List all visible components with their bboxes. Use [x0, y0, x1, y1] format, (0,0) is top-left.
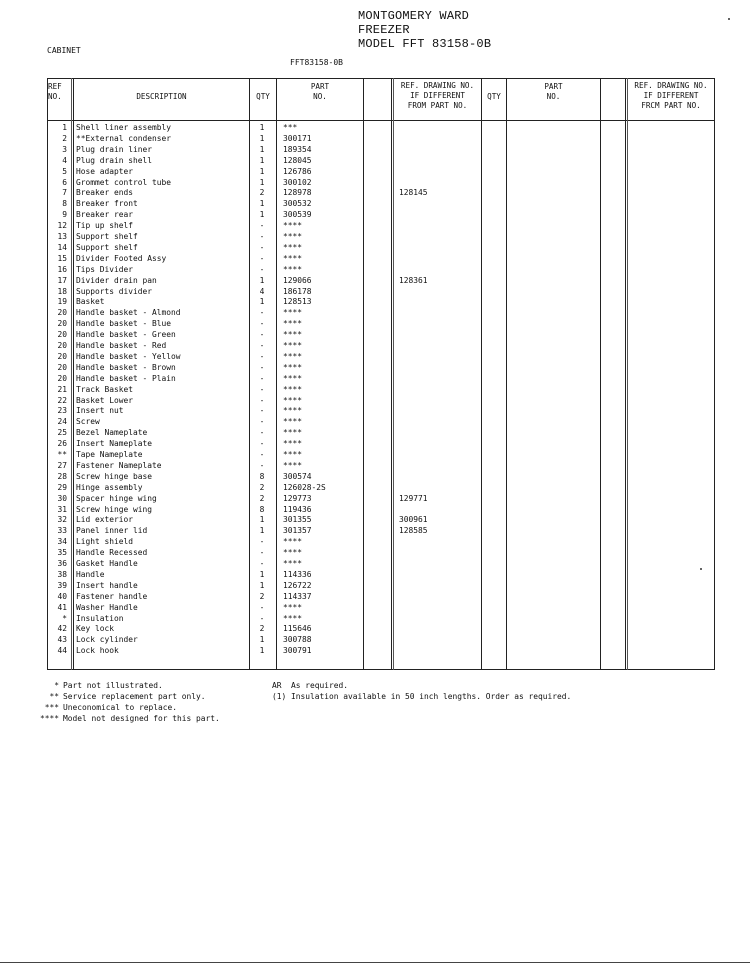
row-drawing-no: 128585: [399, 526, 428, 536]
row-description: Screw hinge wing: [76, 504, 153, 514]
row-part-no: 119436: [283, 504, 312, 514]
row-part-no: 300539: [283, 210, 312, 220]
row-ref: 3: [62, 144, 67, 154]
col-rule: [391, 78, 392, 670]
row-description: Tips Divider: [76, 264, 134, 274]
row-part-no: ****: [283, 351, 303, 361]
row-part-no: 300574: [283, 471, 312, 481]
row-ref: 7: [62, 188, 67, 198]
row-part-no: 186178: [283, 286, 312, 296]
row-part-no: 114337: [283, 591, 312, 601]
row-description: Insulation: [76, 613, 124, 623]
row-part-no: ****: [283, 232, 303, 241]
row-qty: 1: [259, 123, 265, 132]
footnote-symbol: ****: [39, 714, 59, 723]
row-part-no: ****: [283, 417, 303, 427]
footnote-text: Uneconomical to replace.: [63, 703, 178, 712]
row-ref: 35: [57, 548, 67, 558]
row-ref: 2: [62, 133, 67, 143]
row-description: Bezel Nameplate: [76, 428, 148, 438]
row-part-no: 129066: [283, 275, 312, 285]
row-description: Insert nut: [76, 406, 124, 416]
row-part-no: 128978: [283, 188, 312, 198]
row-part-no: 114336: [283, 569, 312, 579]
row-qty: -: [259, 428, 265, 438]
row-ref: *: [62, 613, 67, 623]
row-part-no: 300102: [283, 177, 312, 187]
header-line-brand: MONTGOMERY WARD: [358, 9, 470, 23]
row-description: Insert handle: [76, 580, 138, 590]
row-ref: 20: [57, 319, 67, 329]
row-part-no: 300788: [283, 635, 312, 645]
row-ref: 39: [57, 580, 67, 590]
row-ref: 44: [57, 646, 67, 656]
row-qty: -: [259, 341, 265, 350]
note-as-required: AR As required.: [272, 681, 349, 690]
row-drawing-no: 129771: [399, 493, 428, 503]
row-description: Plug drain liner: [76, 144, 153, 154]
row-qty: 1: [259, 526, 265, 536]
row-part-no: 300171: [283, 133, 312, 143]
row-ref: 17: [57, 275, 67, 285]
row-ref: 31: [57, 504, 67, 514]
section-label: CABINET: [47, 46, 81, 55]
row-part-no: ****: [283, 308, 303, 318]
row-ref: 42: [57, 624, 67, 634]
footnote-text: Service replacement part only.: [63, 692, 206, 701]
row-description: Handle Recessed: [76, 548, 148, 558]
row-qty: -: [259, 406, 265, 416]
row-qty: 1: [259, 210, 265, 220]
row-ref: 40: [57, 591, 67, 601]
row-part-no: ****: [283, 319, 303, 329]
row-ref: 43: [57, 635, 67, 645]
row-qty: 2: [259, 482, 265, 492]
row-ref: 18: [57, 286, 67, 296]
col-header-part: PART NO.: [310, 82, 330, 101]
row-ref: 6: [62, 177, 67, 187]
footnote: [30, 691, 220, 702]
row-part-no: ****: [283, 428, 303, 438]
row-qty: -: [259, 242, 265, 252]
row-ref: 1: [62, 123, 67, 132]
row-qty: -: [259, 384, 265, 394]
row-part-no: ****: [283, 253, 303, 263]
col-header-qty-2: QTY: [487, 92, 501, 101]
scan-speck: [728, 18, 730, 20]
row-part-no: 300532: [283, 199, 312, 209]
row-drawing-no: 128145: [399, 188, 428, 198]
row-description: Lock hook: [76, 646, 119, 656]
row-ref: 20: [57, 308, 67, 318]
table-top-rule: [47, 78, 715, 79]
col-rule: [625, 78, 626, 670]
col-rule: [393, 78, 394, 670]
row-ref: 26: [57, 439, 67, 449]
row-part-no: ****: [283, 362, 303, 372]
row-ref: 19: [57, 297, 67, 307]
row-part-no: 128045: [283, 155, 312, 165]
row-qty: 1: [259, 580, 265, 590]
footnote-text: Model not designed for this part.: [63, 714, 220, 723]
row-ref: **: [57, 450, 67, 459]
row-description: Handle basket - Yellow: [76, 351, 181, 361]
row-ref: 28: [57, 471, 67, 481]
row-description: Screw hinge base: [76, 471, 153, 481]
document-header: [358, 9, 491, 51]
row-ref: 22: [57, 395, 67, 405]
row-description: Spacer hinge wing: [76, 493, 157, 503]
col-header-ref: REF NO.: [48, 82, 62, 101]
col-header-drawing-2: REF. DRAWING NO. IF DIFFERENT FRCM PART NO.: [634, 81, 708, 110]
row-description: Screw: [76, 417, 100, 427]
row-description: Breaker front: [76, 199, 138, 209]
row-ref: 34: [57, 537, 67, 547]
row-ref: 24: [57, 417, 67, 427]
row-part-no: 189354: [283, 144, 312, 154]
row-part-no: ****: [283, 450, 303, 459]
row-description: Gasket Handle: [76, 559, 138, 568]
col-rule: [276, 78, 277, 670]
row-qty: -: [259, 264, 265, 274]
col-header-part-2: PART NO.: [544, 82, 563, 101]
row-ref: 29: [57, 482, 67, 492]
row-part-no: ****: [283, 406, 303, 416]
row-description: Shell liner assembly: [76, 123, 172, 132]
row-part-no: 301355: [283, 515, 312, 525]
row-description: Panel inner lid: [76, 526, 148, 536]
row-qty: -: [259, 460, 265, 470]
col-rule: [249, 78, 250, 670]
row-ref: 20: [57, 330, 67, 340]
row-part-no: ****: [283, 264, 303, 274]
col-rule: [71, 78, 72, 670]
row-part-no: 128513: [283, 297, 312, 307]
row-description: Insert Nameplate: [76, 439, 153, 449]
row-qty: -: [259, 308, 265, 318]
row-part-no: ****: [283, 384, 303, 394]
row-description: Fastener handle: [76, 591, 148, 601]
row-qty: -: [259, 330, 265, 340]
row-qty: 1: [259, 297, 265, 307]
col-rule: [73, 78, 74, 670]
row-qty: 1: [259, 177, 265, 187]
row-part-no: 129773: [283, 493, 312, 503]
col-rule: [600, 78, 601, 670]
row-ref: 15: [57, 253, 67, 263]
row-description: Track Basket: [76, 384, 134, 394]
row-part-no: ****: [283, 373, 303, 383]
row-description: Handle basket - Red: [76, 341, 167, 350]
row-qty: -: [259, 351, 265, 361]
row-qty: -: [259, 253, 265, 263]
row-description: Basket Lower: [76, 395, 134, 405]
table-bottom-rule: [47, 669, 715, 670]
row-ref: 23: [57, 406, 67, 416]
row-qty: 1: [259, 166, 265, 176]
footnotes-left: [30, 680, 220, 724]
row-ref: 38: [57, 569, 67, 579]
row-part-no: ****: [283, 395, 303, 405]
col-header-description: DESCRIPTION: [136, 92, 187, 101]
scan-edge-rule: [0, 962, 750, 963]
footnote-symbol: *: [54, 681, 59, 690]
row-qty: -: [259, 613, 265, 623]
row-part-no: ****: [283, 330, 303, 340]
row-qty: -: [259, 548, 265, 558]
row-part-no: ****: [283, 242, 303, 252]
row-qty: -: [259, 450, 265, 459]
row-part-no: ****: [283, 548, 303, 558]
row-ref: 13: [57, 232, 67, 241]
col-rule: [506, 78, 507, 670]
row-description: Support shelf: [76, 242, 138, 252]
footnotes-right: [272, 680, 571, 702]
row-qty: 1: [259, 199, 265, 209]
row-qty: -: [259, 602, 265, 612]
col-header-qty: QTY: [256, 92, 270, 101]
row-ref: 41: [57, 602, 67, 612]
row-qty: 1: [259, 275, 265, 285]
row-part-no: 300791: [283, 646, 312, 656]
row-qty: 2: [259, 591, 265, 601]
row-ref: 14: [57, 242, 67, 252]
col-rule: [714, 78, 715, 670]
row-part-no: ****: [283, 602, 303, 612]
table-header-rule: [47, 120, 715, 121]
row-qty: 2: [259, 624, 265, 634]
row-description: Handle basket - Plain: [76, 373, 176, 383]
row-qty: -: [259, 319, 265, 329]
row-qty: 8: [259, 504, 265, 514]
row-qty: -: [259, 559, 265, 568]
row-ref: 20: [57, 373, 67, 383]
row-qty: -: [259, 417, 265, 427]
row-ref: 30: [57, 493, 67, 503]
row-qty: 1: [259, 133, 265, 143]
row-description: Hose adapter: [76, 166, 134, 176]
row-ref: 5: [62, 166, 67, 176]
row-drawing-no: 300961: [399, 515, 428, 525]
row-part-no: ****: [283, 221, 303, 231]
row-description: Support shelf: [76, 232, 138, 241]
row-qty: 1: [259, 144, 265, 154]
row-ref: 8: [62, 199, 67, 209]
row-qty: 1: [259, 515, 265, 525]
col-rule: [627, 78, 628, 670]
row-ref: 21: [57, 384, 67, 394]
row-qty: 1: [259, 155, 265, 165]
row-description: Handle basket - Green: [76, 330, 176, 340]
row-part-no: ****: [283, 613, 303, 623]
row-qty: 8: [259, 471, 265, 481]
row-ref: 12: [57, 221, 67, 231]
parts-table: [47, 78, 715, 670]
row-part-no: 126722: [283, 580, 312, 590]
row-ref: 16: [57, 264, 67, 274]
footnote-symbol: **: [49, 692, 59, 701]
row-description: Basket: [76, 297, 105, 307]
row-description: Supports divider: [76, 286, 153, 296]
col-rule: [47, 78, 48, 670]
row-part-no: ****: [283, 559, 303, 568]
row-part-no: 301357: [283, 526, 312, 536]
row-description: Lid exterior: [76, 515, 134, 525]
row-ref: 32: [57, 515, 67, 525]
header-line-model: MODEL FFT 83158-0B: [358, 37, 492, 51]
row-ref: 27: [57, 460, 67, 470]
row-description: Handle basket - Almond: [76, 308, 181, 318]
scan-speck: [700, 568, 702, 570]
row-part-no: ***: [283, 123, 298, 132]
row-description: Lock cylinder: [76, 635, 138, 645]
model-code: FFT83158-0B: [290, 58, 343, 67]
row-ref: 20: [57, 341, 67, 350]
row-part-no: ****: [283, 341, 303, 350]
row-part-no: ****: [283, 537, 303, 547]
header-line-product: FREEZER: [358, 23, 410, 37]
row-qty: -: [259, 537, 265, 547]
row-description: Tip up shelf: [76, 221, 134, 231]
row-description: Breaker rear: [76, 210, 134, 220]
row-qty: 2: [259, 188, 265, 198]
row-description: Key lock: [76, 624, 115, 634]
row-description: Plug drain shell: [76, 155, 153, 165]
note-insulation: (1) Insulation available in 50 inch lengths. Order as required.: [272, 692, 572, 701]
row-ref: 4: [62, 155, 67, 165]
row-description: Light shield: [76, 537, 134, 547]
row-qty: -: [259, 395, 265, 405]
row-description: Handle basket - Blue: [76, 319, 172, 329]
row-ref: 33: [57, 526, 67, 536]
row-ref: 9: [62, 210, 67, 220]
row-part-no: 115646: [283, 624, 312, 634]
row-qty: 4: [259, 286, 265, 296]
row-qty: 2: [259, 493, 265, 503]
col-rule: [481, 78, 482, 670]
row-description: Tape Nameplate: [76, 450, 143, 459]
row-description: Fastener Nameplate: [76, 460, 162, 470]
row-drawing-no: 128361: [399, 275, 428, 285]
row-part-no: 126786: [283, 166, 312, 176]
row-ref: 20: [57, 351, 67, 361]
row-ref: 20: [57, 362, 67, 372]
row-qty: -: [259, 439, 265, 449]
footnote: [30, 702, 220, 713]
footnote: [30, 713, 220, 724]
row-description: Handle basket - Brown: [76, 362, 176, 372]
row-ref: 36: [57, 559, 67, 568]
row-qty: 1: [259, 646, 265, 656]
row-description: Breaker ends: [76, 188, 134, 198]
row-description: **External condenser: [76, 133, 172, 143]
row-part-no: ****: [283, 439, 303, 449]
row-description: Washer Handle: [76, 602, 138, 612]
row-description: Divider Footed Assy: [76, 253, 167, 263]
footnote: [30, 680, 220, 691]
row-part-no: 126028-2S: [283, 482, 326, 492]
footnote-text: Part not illustrated.: [63, 681, 163, 690]
row-description: Divider drain pan: [76, 275, 157, 285]
row-qty: -: [259, 362, 265, 372]
footnote-symbol: ***: [44, 703, 59, 712]
row-qty: -: [259, 232, 265, 241]
row-qty: 1: [259, 635, 265, 645]
row-description: Hinge assembly: [76, 482, 143, 492]
col-header-drawing: REF. DRAWING NO. IF DIFFERENT FROM PART NO.: [400, 81, 475, 110]
row-qty: -: [259, 221, 265, 231]
row-qty: 1: [259, 569, 265, 579]
row-qty: -: [259, 373, 265, 383]
row-description: Grommet control tube: [76, 177, 172, 187]
row-ref: 25: [57, 428, 67, 438]
row-description: Handle: [76, 569, 105, 579]
row-part-no: ****: [283, 460, 303, 470]
